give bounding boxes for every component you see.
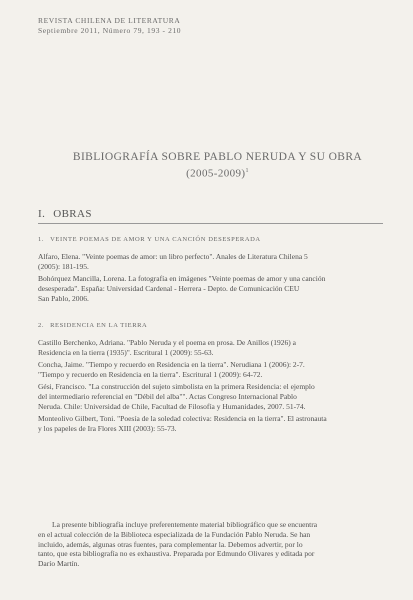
note-line: en el actual colección de la Biblioteca especializada de la Fundación Pablo Neruda. Se han <box>38 529 311 539</box>
title-line: BIBLIOGRAFÍA SOBRE PABLO NERUDA Y SU OBRA <box>72 151 363 163</box>
title-dates <box>60 164 375 181</box>
subsection-number: 2. <box>38 322 45 329</box>
subsection-heading <box>38 236 261 243</box>
issue-info: Septiembre 2011, Número 79, 193 - 210 <box>38 26 182 35</box>
note-line: tanto, que esta bibliografía no es exhaustiva. Preparada por Edmundo Olivares y editada por <box>38 549 315 559</box>
entry-line: "Tiempo y recuerdo en Residencia en la tierra". Escritural 1 (2009): 64-72. <box>38 369 263 379</box>
subsection-label: VEINTE POEMAS DE AMOR Y UNA CANCIÓN DESESPERADA <box>50 236 261 243</box>
entry-line: Neruda. Chile: Universidad de Chile, Facultad de Filosofía y Humanidades, 2007. 51-74. <box>38 401 306 411</box>
entry-line: Bohórquez Mancilla, Lorena. La fotografía en imágenes "Veinte poemas de amor y una canción <box>38 274 326 283</box>
note-line: incluido, además, algunas otras fuentes, para complementar la. Debemos advertir, por lo <box>38 539 303 549</box>
bibliography-entry <box>38 274 383 303</box>
bibliography-entry <box>38 382 383 411</box>
bibliography-entry <box>38 414 383 434</box>
entry-line: (2005): 181-195. <box>38 261 89 271</box>
running-header <box>38 16 181 36</box>
entry-line: y los papeles de Ira Flores XIII (2003): 55-73. <box>38 423 177 433</box>
section-rule <box>38 223 383 224</box>
title-date-range: (2005-2009) <box>186 167 246 180</box>
entry-line: Gési, Francisco. "La construcción del sujeto simbolista en la primera Residencia: el ejemplo <box>38 382 315 391</box>
bibliography-entry <box>38 338 383 358</box>
section-number: I. <box>38 208 46 220</box>
entry-line: Alfaro, Elena. "Veinte poemas de amor: un libro perfecto". Anales de Literatura Chilena 5 <box>38 252 308 261</box>
subsection-heading <box>38 322 147 329</box>
subsection-number: 1. <box>38 236 45 243</box>
entry-line: Concha, Jaime. "Tiempo y recuerdo en Residencia en la tierra". Nerudiana 1 (2006): 2-7. <box>38 360 305 369</box>
journal-name: REVISTA CHILENA DE LITERATURA <box>38 16 181 25</box>
subsection-label: RESIDENCIA EN LA TIERRA <box>50 322 148 329</box>
entry-line: Residencia en la tierra (1935)". Escritural 1 (2009): 55-63. <box>38 347 214 357</box>
entry-line: Monteolivo Gilbert, Toni. "Poesía de la soledad colectiva: Residencia en la tierra". El astronauta <box>38 414 327 423</box>
article-title <box>60 150 375 181</box>
section-label: OBRAS <box>53 208 92 220</box>
entry-line: San Pablo, 2006. <box>38 293 89 303</box>
bibliography-entry <box>38 360 383 380</box>
entry-line: del intermediario referencial en "Débil del alba"". Actas Congreso Internacional Pablo <box>38 391 297 401</box>
entry-line: desesperada". España: Universidad Cardenal - Herrera - Depto. de Comunicación CEU <box>38 283 300 293</box>
footnote-text <box>38 520 383 569</box>
bibliography-entry <box>38 252 383 272</box>
section-heading <box>38 208 92 220</box>
footnote-mark: 1 <box>245 168 249 174</box>
note-line: La presente bibliografía incluye preferentemente material bibliográfico que se encuentra <box>52 520 318 529</box>
note-line: Darío Martín. <box>38 559 80 569</box>
entry-line: Castillo Berchenko, Adriana. "Pablo Neruda y el poema en prosa. De Anillos (1926) a <box>38 338 296 347</box>
